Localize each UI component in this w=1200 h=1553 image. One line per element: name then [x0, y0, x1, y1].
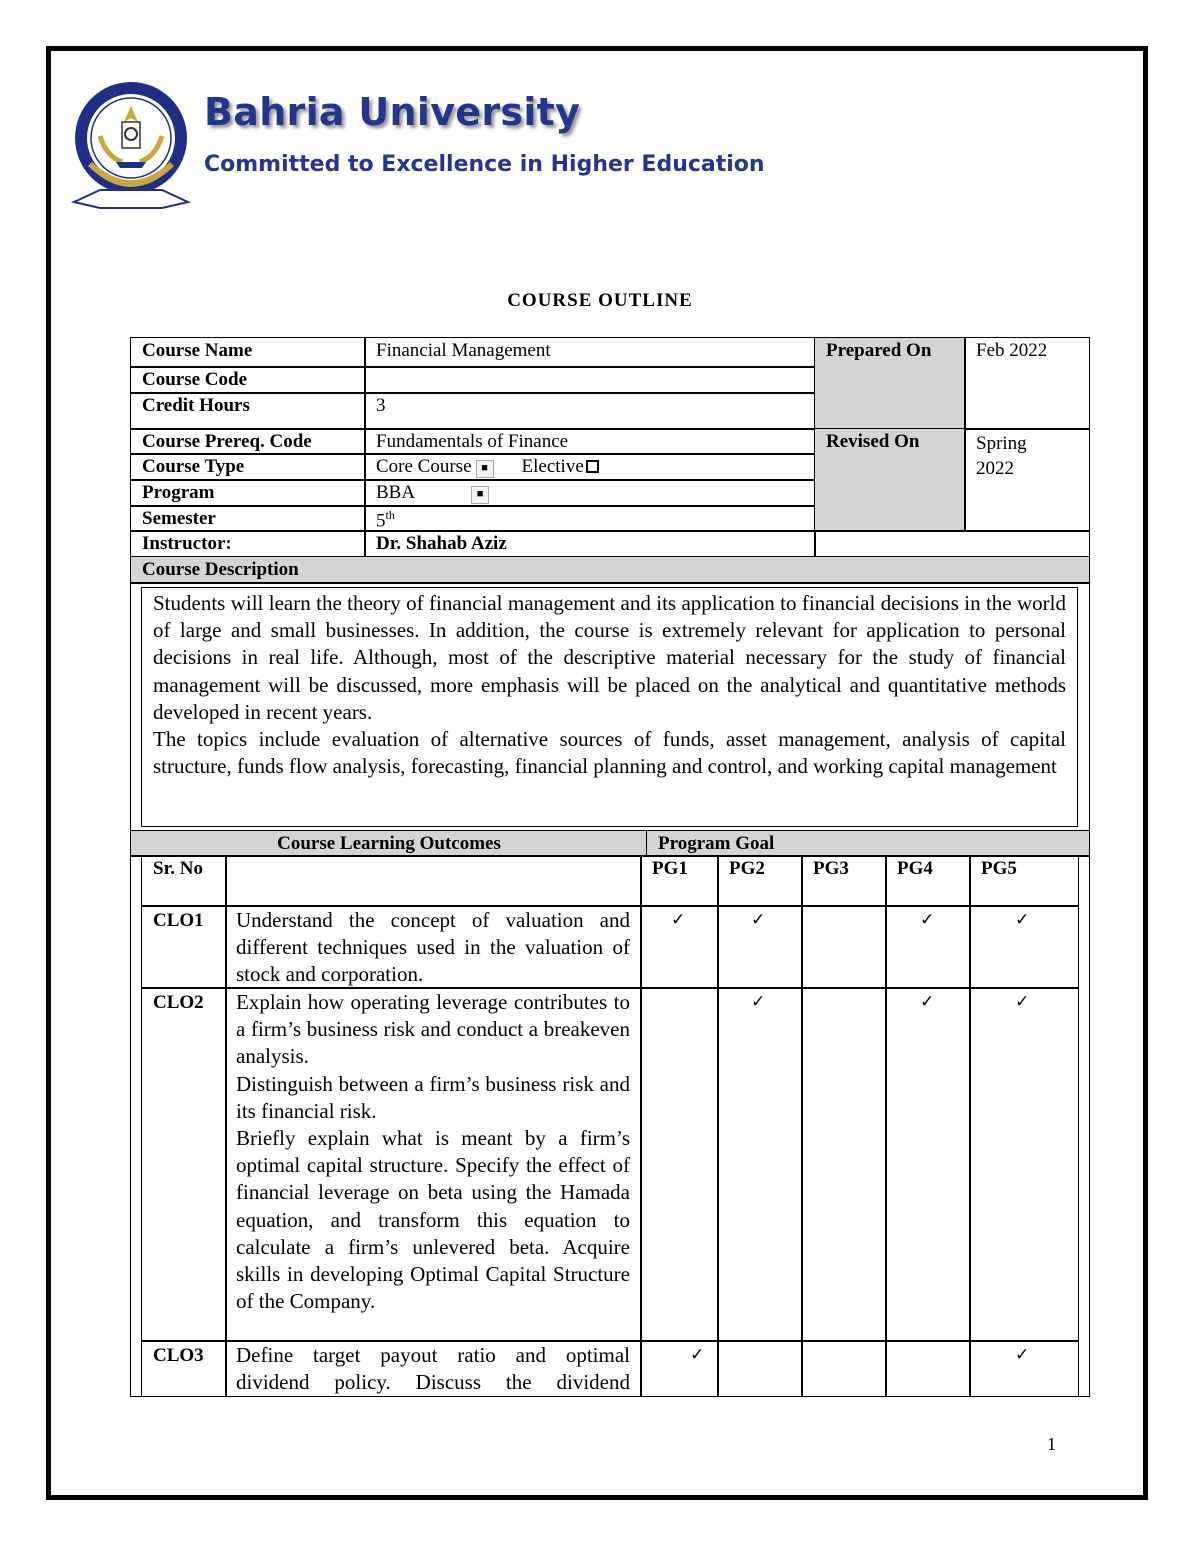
- program-text: BBA: [376, 482, 416, 503]
- revised-on-line2: 2022: [976, 458, 1014, 479]
- program-checkbox[interactable]: ■: [471, 486, 489, 504]
- clo3-pg1-cell: [640, 1340, 719, 1397]
- clo3-pg1-tick: ✓: [690, 1345, 705, 1365]
- university-seal-logo: [70, 76, 192, 212]
- pg2-header: PG2: [717, 855, 803, 907]
- pg3-header: PG3: [801, 855, 887, 907]
- course-code-label: Course Code: [130, 366, 366, 394]
- clo2-pg2-cell: [717, 987, 803, 1342]
- university-tagline: Committed to Excellence in Higher Education: [204, 152, 765, 177]
- university-name: Bahria University: [204, 90, 581, 134]
- course-type-value: [364, 453, 816, 481]
- clo3-pg4-cell: [885, 1340, 971, 1397]
- clo3-pg3-cell: [801, 1340, 887, 1397]
- clo1-text: [236, 907, 630, 989]
- clo2-pg5-tick: ✓: [1015, 992, 1030, 1012]
- program-value: [364, 479, 816, 507]
- clo1-pg2-tick: ✓: [751, 910, 766, 930]
- clo2-text: [236, 989, 630, 1315]
- instructor-label: Instructor:: [130, 530, 366, 558]
- prepared-on-label: Prepared On: [814, 337, 966, 430]
- core-course-label: Core Course: [376, 456, 472, 477]
- pg5-header: PG5: [969, 855, 1079, 907]
- sr-no-header: Sr. No: [141, 855, 227, 907]
- program-goal-heading: Program Goal: [646, 830, 1090, 857]
- instructor-value: Dr. Shahab Aziz: [364, 530, 816, 558]
- clo-heading: Course Learning Outcomes: [130, 830, 648, 857]
- instructor-extra-cell: [814, 530, 1090, 558]
- document-title: COURSE OUTLINE: [507, 290, 693, 311]
- clo3-pg2-cell: [717, 1340, 803, 1397]
- clo3-id: CLO3: [141, 1340, 227, 1397]
- clo3-pg5-tick: ✓: [1015, 1345, 1030, 1365]
- course-description-text: [141, 587, 1078, 827]
- clo2-para-3: Briefly explain what is meant by a firm’s optimal capital structure. Specify the effect of financial leverage on beta using the Hamada equation, and transform this equation to calculate a firm’s unlevered beta. Acquire skills in developing Optimal Capital Structure of the Company.: [236, 1126, 630, 1314]
- elective-checkbox[interactable]: [586, 460, 599, 473]
- prereq-value: Fundamentals of Finance: [364, 428, 816, 455]
- semester-value: [364, 505, 816, 532]
- description-paragraph-1: Students will learn the theory of financial management and its application to financial decisions in the world of large and small businesses. In addition, the course is extremely relevant for application to personal decisions in real life. Although, most of the descriptive material necessary for the study of financial management will be discussed, more emphasis will be placed on the analytical and quantitative methods developed in recent years.: [153, 591, 1066, 724]
- clo1-para-1: Understand the concept of valuation and different techniques used in the valuation of stock and corporation.: [236, 908, 630, 987]
- revised-on-line1: Spring: [976, 433, 1027, 454]
- clo2-pg5-cell: [969, 987, 1079, 1342]
- description-paragraph-2: The topics include evaluation of alternative sources of funds, asset management, analysis of capital structure, funds flow analysis, forecasting, financial planning and control, and working capital management: [153, 727, 1066, 779]
- course-name-label: Course Name: [130, 337, 366, 368]
- credit-hours-label: Credit Hours: [130, 392, 366, 430]
- clo2-pg4-tick: ✓: [920, 992, 935, 1012]
- revised-on-value: [964, 428, 1090, 532]
- clo2-para-2: Distinguish between a firm’s business risk and its financial risk.: [236, 1071, 630, 1123]
- pg1-header: PG1: [640, 855, 719, 907]
- course-description-label: Course Description: [130, 556, 1090, 584]
- clo1-pg1-tick: ✓: [671, 910, 686, 930]
- pg4-header: PG4: [885, 855, 971, 907]
- clo2-pg1-cell: [640, 987, 719, 1342]
- clo2-id: CLO2: [141, 987, 227, 1342]
- course-code-value: [364, 366, 816, 394]
- clo2-pg2-tick: ✓: [751, 992, 766, 1012]
- clo-text-header: [225, 855, 642, 907]
- core-course-checkbox[interactable]: ■: [476, 460, 494, 478]
- semester-label: Semester: [130, 505, 366, 532]
- program-label: Program: [130, 479, 366, 507]
- clo1-pg5-tick: ✓: [1015, 910, 1030, 930]
- course-name-value: Financial Management: [364, 337, 816, 368]
- clo2-pg4-cell: [885, 987, 971, 1342]
- clo1-id: CLO1: [141, 905, 227, 989]
- page-number: 1: [1047, 1434, 1056, 1454]
- clo1-pg4-tick: ✓: [920, 910, 935, 930]
- clo2-para-1: Explain how operating leverage contributes to a firm’s business risk and conduct a breakeven analysis.: [236, 990, 630, 1069]
- course-type-label: Course Type: [130, 453, 366, 481]
- prepared-on-value: Feb 2022: [964, 337, 1090, 430]
- semester-suffix: th: [385, 508, 395, 522]
- semester-number: 5: [376, 510, 386, 532]
- credit-hours-value: 3: [364, 392, 816, 430]
- revised-on-label: Revised On: [814, 428, 966, 532]
- clo3-text: [236, 1342, 630, 1394]
- clo2-pg3-cell: [801, 987, 887, 1342]
- clo1-pg3-cell: [801, 905, 887, 989]
- prereq-label: Course Prereq. Code: [130, 428, 366, 455]
- clo3-para-1: Define target payout ratio and optimal dividend policy. Discuss the dividend: [236, 1343, 630, 1394]
- elective-label: Elective: [521, 456, 584, 477]
